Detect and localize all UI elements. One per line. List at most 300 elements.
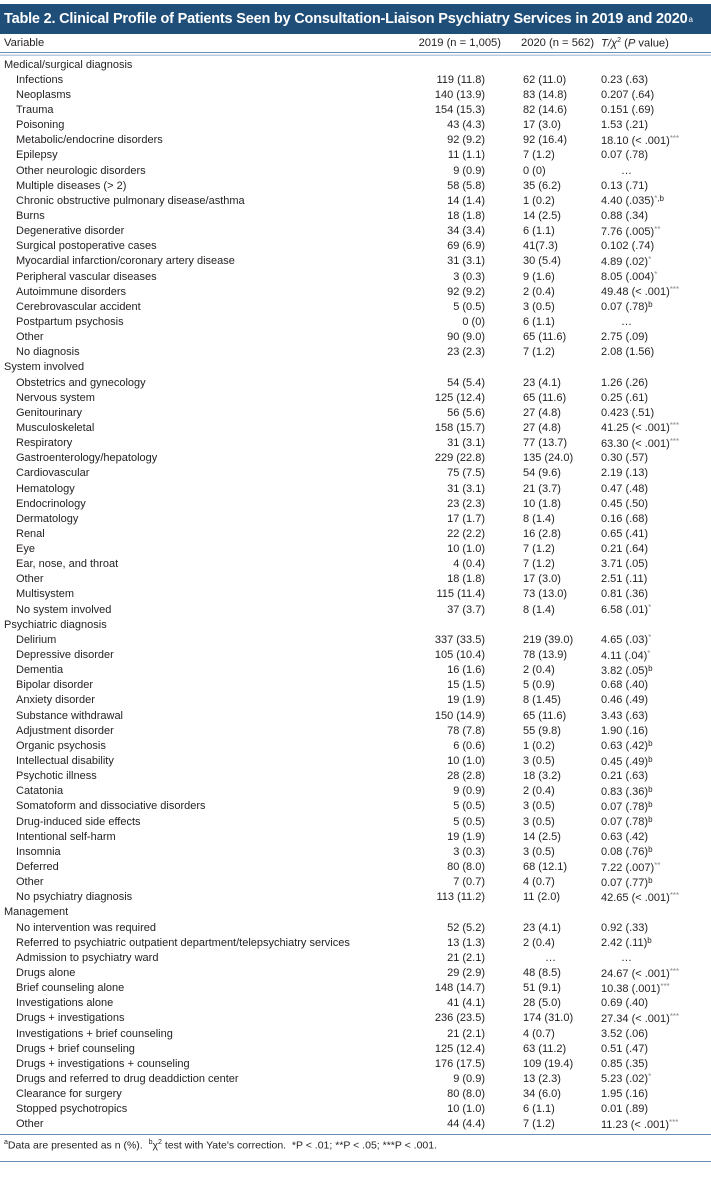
value-2019: 18 (1.8) <box>447 573 485 586</box>
value-2019: 3 (0.3) <box>453 270 485 283</box>
value-2020: 4 (0.7) <box>523 876 555 889</box>
value-2019: 119 (11.8) <box>436 73 485 86</box>
row-label: Dementia <box>16 664 64 677</box>
table-row <box>0 118 711 133</box>
table-row <box>0 269 711 284</box>
value-2019: 15 (1.5) <box>447 679 485 692</box>
significance-mark: ** <box>654 860 661 870</box>
table-row <box>0 1041 711 1056</box>
table-row <box>0 784 711 799</box>
significance-mark: b <box>647 936 652 946</box>
table-row <box>0 239 711 254</box>
statistic-value: 24.67 (< .001) <box>601 967 670 980</box>
table-row <box>0 920 711 935</box>
row-label: Investigations alone <box>16 997 114 1010</box>
value-2020: 8 (1.45) <box>523 694 561 707</box>
table-row <box>0 981 711 996</box>
statistic-value: 7.22 (.007) <box>601 861 655 874</box>
value-2020: 6 (1.1) <box>523 315 555 328</box>
statistic-value: 18.10 (< .001) <box>601 134 670 147</box>
row-label: Admission to psychiatry ward <box>16 951 159 964</box>
value-2020: … <box>545 951 556 964</box>
row-label: No psychiatry diagnosis <box>16 891 133 904</box>
table-body <box>0 57 711 1132</box>
significance-mark: b <box>648 663 653 673</box>
value-2019: 16 (1.6) <box>447 664 485 677</box>
value-2019: 158 (15.7) <box>434 421 485 434</box>
row-label: Catatonia <box>16 785 64 798</box>
value-2019: 125 (12.4) <box>434 391 485 404</box>
value-2019: 56 (5.6) <box>447 406 485 419</box>
statistic-cell <box>593 346 711 358</box>
section-row <box>0 360 711 375</box>
statistic-cell <box>593 407 711 419</box>
statistic-value: 1.90 (.16) <box>601 724 649 737</box>
table-row <box>0 769 711 784</box>
value-2020: 7 (1.2) <box>523 346 555 359</box>
value-2019: 5 (0.5) <box>453 300 485 313</box>
value-2020: 3 (0.5) <box>523 845 555 858</box>
value-2020: 48 (8.5) <box>523 967 561 979</box>
statistic-cell <box>593 89 711 101</box>
row-label: Postpartum psychosis <box>16 315 124 328</box>
statistic-value: 0.21 (.63) <box>601 770 649 783</box>
value-2020: 2 (0.4) <box>523 785 555 798</box>
statistic-cell <box>593 815 711 828</box>
value-2020: 7 (1.2) <box>523 543 555 556</box>
value-2020: 65 (11.6) <box>523 709 567 722</box>
header-stat-prefix: T/χ <box>601 37 618 50</box>
table-row <box>0 965 711 980</box>
statistic-cell <box>593 331 711 343</box>
statistic-value: 0.63 (.42) <box>601 740 649 753</box>
value-2020: 27 (4.8) <box>523 421 561 434</box>
row-label: Eye <box>16 543 35 556</box>
value-2019: 150 (14.9) <box>434 709 485 722</box>
statistic-cell <box>593 225 711 238</box>
table-row <box>0 330 711 345</box>
value-2019: 154 (15.3) <box>434 103 485 116</box>
statistic-value: 0.07 (.78) <box>601 816 649 829</box>
value-2020: 54 (9.6) <box>523 467 561 480</box>
significance-mark: b <box>648 845 653 855</box>
row-label: Adjustment disorder <box>16 724 114 737</box>
statistic-cell <box>593 452 711 464</box>
value-2020: 23 (4.1) <box>523 376 561 389</box>
statistic-cell <box>593 649 711 662</box>
statistic-value: 3.71 (.05) <box>601 558 649 571</box>
statistic-cell <box>593 967 711 980</box>
row-label: Metabolic/endocrine disorders <box>16 134 163 147</box>
statistic-cell <box>593 210 711 222</box>
section-label: Psychiatric diagnosis <box>4 618 107 631</box>
value-2020: 2 (0.4) <box>523 936 555 949</box>
statistic-cell <box>593 710 711 722</box>
footnote-a-mark: a <box>4 1138 8 1146</box>
value-2019: 44 (4.4) <box>447 1118 485 1131</box>
statistic-cell <box>593 1118 711 1131</box>
statistic-value: 0.13 (.71) <box>601 179 649 192</box>
statistic-value: 0.88 (.34) <box>601 209 649 222</box>
table-footnote <box>0 1135 711 1157</box>
statistic-value: 1.53 (.21) <box>601 119 649 132</box>
table-row <box>0 890 711 905</box>
table-row <box>0 72 711 87</box>
statistic-value: … <box>621 315 632 328</box>
table-row <box>0 208 711 223</box>
row-label: Investigations + brief counseling <box>16 1027 173 1040</box>
footnote-b-text: test with Yate's correction. <box>161 1139 287 1152</box>
table-row <box>0 314 711 329</box>
row-label: Deferred <box>16 861 59 874</box>
value-2019: 43 (4.3) <box>447 119 485 132</box>
row-label: Insomnia <box>16 845 61 858</box>
table-row <box>0 390 711 405</box>
statistic-value: 4.40 (.035) <box>601 195 655 208</box>
row-label: Autoimmune disorders <box>16 285 127 298</box>
value-2019: 23 (2.3) <box>447 346 485 359</box>
statistic-cell <box>593 1072 711 1085</box>
table-row <box>0 420 711 435</box>
value-2020: 14 (2.5) <box>523 830 561 843</box>
statistic-cell <box>593 573 711 585</box>
statistic-value: 10.38 (.001) <box>601 982 661 995</box>
statistic-value: 42.65 (< .001) <box>601 891 670 904</box>
statistic-value: 6.58 (.01) <box>601 604 649 617</box>
header-2020: 2020 (n = 562) <box>521 37 595 49</box>
row-label: Delirium <box>16 633 57 646</box>
statistic-cell <box>593 316 711 328</box>
value-2019: 6 (0.6) <box>453 739 485 752</box>
footnote-sig3: ***P < .001. <box>382 1139 438 1152</box>
statistic-value: 0.207 (.64) <box>601 88 655 101</box>
table-row <box>0 996 711 1011</box>
statistic-cell <box>593 467 711 479</box>
statistic-cell <box>593 588 711 600</box>
table-row <box>0 844 711 859</box>
value-2020: 34 (6.0) <box>523 1088 561 1101</box>
statistic-cell <box>593 891 711 904</box>
row-label: Ear, nose, and throat <box>16 558 119 571</box>
statistic-cell <box>593 876 711 889</box>
value-2020: 219 (39.0) <box>523 633 574 646</box>
statistic-cell <box>593 194 711 207</box>
table-row <box>0 753 711 768</box>
row-label: Drug-induced side effects <box>16 815 141 828</box>
value-2019: 9 (0.9) <box>453 785 485 798</box>
value-2020: 78 (13.9) <box>523 649 568 662</box>
table-row <box>0 148 711 163</box>
row-label: Somatoform and dissociative disorders <box>16 800 206 813</box>
statistic-value: 2.19 (.13) <box>601 467 649 480</box>
value-2019: 13 (1.3) <box>447 936 485 949</box>
statistic-cell <box>593 377 711 389</box>
value-2019: 80 (8.0) <box>447 1088 485 1101</box>
value-2019: 54 (5.4) <box>447 376 485 389</box>
table-row <box>0 678 711 693</box>
row-label: Drugs + investigations + counseling <box>16 1057 190 1070</box>
value-2020: 7 (1.2) <box>523 149 555 162</box>
section-row <box>0 617 711 632</box>
table-row <box>0 829 711 844</box>
statistic-value: 0.63 (.42) <box>601 830 649 843</box>
value-2020: 73 (13.0) <box>523 588 568 601</box>
value-2020: 174 (31.0) <box>523 1012 574 1025</box>
value-2020: 8 (1.4) <box>523 512 555 525</box>
row-label: No diagnosis <box>16 346 80 359</box>
value-2020: 77 (13.7) <box>523 437 568 450</box>
statistic-cell <box>593 421 711 434</box>
table-row <box>0 1011 711 1026</box>
table-row <box>0 375 711 390</box>
value-2020: 2 (0.4) <box>523 285 555 298</box>
statistic-cell <box>593 725 711 737</box>
row-label: Dermatology <box>16 512 79 525</box>
significance-mark: *** <box>669 890 680 900</box>
table-row <box>0 178 711 193</box>
table-row <box>0 587 711 602</box>
value-2019: 113 (11.2) <box>436 891 485 904</box>
row-label: Organic psychosis <box>16 739 106 752</box>
significance-mark: *** <box>669 436 680 446</box>
value-2020: 17 (3.0) <box>523 573 561 586</box>
section-row <box>0 57 711 72</box>
value-2019: 10 (1.0) <box>447 755 485 768</box>
value-2019: 229 (22.8) <box>434 452 485 465</box>
value-2020: 21 (3.7) <box>523 482 561 495</box>
table-row <box>0 1102 711 1117</box>
value-2019: 176 (17.5) <box>434 1057 485 1070</box>
significance-mark: *** <box>668 1117 679 1127</box>
statistic-cell <box>593 1012 711 1025</box>
table-row <box>0 572 711 587</box>
value-2019: 34 (3.4) <box>447 225 485 238</box>
section-label: Medical/surgical diagnosis <box>4 58 133 71</box>
table-row <box>0 511 711 526</box>
statistic-cell <box>593 1103 711 1115</box>
value-2020: 3 (0.5) <box>523 755 555 768</box>
significance-mark: b <box>648 754 653 764</box>
significance-mark: b <box>648 300 653 310</box>
value-2019: 11 (1.1) <box>447 149 485 162</box>
row-label: Drugs and referred to drug deaddiction center <box>16 1072 239 1085</box>
statistic-value: 0.68 (.40) <box>601 679 649 692</box>
statistic-cell <box>593 285 711 298</box>
statistic-value: 49.48 (< .001) <box>601 286 670 299</box>
statistic-value: 0.85 (.35) <box>601 1057 649 1070</box>
footnote-sig1: *P < .01; <box>291 1139 336 1152</box>
row-label: Renal <box>16 527 45 540</box>
table-row <box>0 345 711 360</box>
statistic-value: 0.92 (.33) <box>601 921 649 934</box>
statistic-cell <box>593 558 711 570</box>
significance-mark: b <box>648 784 653 794</box>
statistic-cell <box>593 165 711 177</box>
row-label: Nervous system <box>16 391 95 404</box>
table-row <box>0 526 711 541</box>
statistic-value: 2.42 (.11) <box>601 937 648 950</box>
value-2020: 5 (0.9) <box>523 679 555 692</box>
table-row <box>0 875 711 890</box>
row-label: Infections <box>16 73 64 86</box>
row-label: Other <box>16 876 44 889</box>
row-label: Endocrinology <box>16 497 86 510</box>
row-label: Anxiety disorder <box>16 694 95 707</box>
statistic-value: 0.102 (.74) <box>601 240 655 253</box>
value-2019: 29 (2.9) <box>447 967 485 979</box>
value-2019: 21 (2.1) <box>447 951 485 964</box>
table-row <box>0 935 711 950</box>
value-2020: 7 (1.2) <box>523 558 555 571</box>
statistic-cell <box>593 1028 711 1040</box>
value-2019: 21 (2.1) <box>447 1027 485 1040</box>
header-2019: 2019 (n = 1,005) <box>418 37 501 49</box>
statistic-value: 0.08 (.76) <box>601 846 649 859</box>
statistic-cell <box>593 134 711 147</box>
row-label: Drugs + investigations <box>16 1012 125 1025</box>
value-2019: 10 (1.0) <box>447 543 485 556</box>
value-2019: 19 (1.9) <box>447 694 485 707</box>
table-row <box>0 738 711 753</box>
value-2020: 27 (4.8) <box>523 406 561 419</box>
value-2019: 90 (9.0) <box>447 331 485 344</box>
value-2020: 3 (0.5) <box>523 300 555 313</box>
statistic-value: 1.95 (.16) <box>601 1088 649 1101</box>
statistic-value: 2.51 (.11) <box>601 573 648 586</box>
table-row <box>0 663 711 678</box>
value-2019: 236 (23.5) <box>434 1012 485 1025</box>
value-2020: 109 (19.4) <box>523 1057 574 1070</box>
row-label: Intellectual disability <box>16 755 114 768</box>
value-2019: 5 (0.5) <box>453 815 485 828</box>
statistic-value: … <box>621 164 632 177</box>
value-2020: 6 (1.1) <box>523 1103 555 1116</box>
statistic-value: 1.26 (.26) <box>601 376 649 389</box>
table-row <box>0 799 711 814</box>
row-label: Multisystem <box>16 588 75 601</box>
table-row <box>0 1087 711 1102</box>
value-2020: 63 (11.2) <box>523 1042 567 1055</box>
significance-mark: *** <box>669 421 680 431</box>
statistic-value: 0.30 (.57) <box>601 452 649 465</box>
table-row <box>0 254 711 269</box>
table-row <box>0 436 711 451</box>
value-2019: 37 (3.7) <box>447 603 485 616</box>
title-footnote-mark: a <box>688 14 693 24</box>
statistic-value: 0.07 (.78) <box>601 301 649 314</box>
table-title-text: Table 2. Clinical Profile of Patients Seen by Consultation-Liaison Psychiatry Services in 2019 and 2020 <box>4 11 688 27</box>
value-2019: 31 (3.1) <box>447 437 485 450</box>
value-2019: 9 (0.9) <box>453 164 485 177</box>
statistic-value: 0.25 (.61) <box>601 391 649 404</box>
value-2020: 30 (5.4) <box>523 255 561 268</box>
value-2019: 337 (33.5) <box>434 633 485 646</box>
statistic-value: 0.423 (.51) <box>601 406 655 419</box>
value-2019: 7 (0.7) <box>453 876 485 889</box>
section-row <box>0 905 711 920</box>
statistic-value: 0.81 (.36) <box>601 588 649 601</box>
statistic-cell <box>593 255 711 268</box>
header-variable: Variable <box>4 37 45 49</box>
statistic-value: 0.46 (.49) <box>601 694 649 707</box>
value-2019: 10 (1.0) <box>447 1103 485 1116</box>
significance-mark: * <box>648 633 652 643</box>
significance-mark: * <box>648 254 652 264</box>
table-row <box>0 814 711 829</box>
row-label: Respiratory <box>16 437 73 450</box>
statistic-value: 0.01 (.89) <box>601 1103 649 1116</box>
row-label: Drugs + brief counseling <box>16 1042 135 1055</box>
table-row <box>0 632 711 647</box>
statistic-value: 63.30 (< .001) <box>601 437 670 450</box>
statistic-cell <box>593 770 711 782</box>
statistic-cell <box>593 694 711 706</box>
significance-mark: *** <box>669 1011 680 1021</box>
statistic-cell <box>593 498 711 510</box>
statistic-value: 11.23 (< .001) <box>601 1118 669 1131</box>
value-2019: 3 (0.3) <box>453 845 485 858</box>
statistic-value: 0.07 (.78) <box>601 149 649 162</box>
table-row <box>0 1026 711 1041</box>
value-2019: 115 (11.4) <box>436 588 485 601</box>
table-row <box>0 708 711 723</box>
significance-mark: * <box>654 270 658 280</box>
table-row <box>0 950 711 965</box>
row-label: No intervention was required <box>16 921 157 934</box>
value-2019: 23 (2.3) <box>447 497 485 510</box>
value-2020: 7 (1.2) <box>523 1118 555 1131</box>
table-title <box>0 4 711 34</box>
value-2020: 2 (0.4) <box>523 664 555 677</box>
header-stat-suffix: (P value) <box>620 37 669 50</box>
value-2020: 13 (2.3) <box>523 1072 561 1085</box>
statistic-cell <box>593 1088 711 1100</box>
statistic-cell <box>593 936 711 949</box>
statistic-cell <box>593 922 711 934</box>
row-label: Neoplasms <box>16 88 72 101</box>
value-2020: 4 (0.7) <box>523 1027 555 1040</box>
row-label: Intentional self-harm <box>16 830 116 843</box>
row-label: Degenerative disorder <box>16 225 125 238</box>
statistic-cell <box>593 543 711 555</box>
table-row <box>0 647 711 662</box>
statistic-value: 0.151 (.69) <box>601 103 655 116</box>
statistic-cell <box>593 861 711 874</box>
footnote-sig2: **P < .05; <box>335 1139 383 1152</box>
value-2020: 18 (3.2) <box>523 770 561 783</box>
value-2020: 51 (9.1) <box>523 982 561 995</box>
value-2020: 1 (0.2) <box>523 739 555 752</box>
statistic-value: 0.07 (.77) <box>601 876 649 889</box>
value-2020: 16 (2.8) <box>523 527 561 540</box>
statistic-cell <box>593 483 711 495</box>
statistic-value: 4.89 (.02) <box>601 255 649 268</box>
table-row <box>0 723 711 738</box>
table-row <box>0 224 711 239</box>
value-2020: 1 (0.2) <box>523 194 555 207</box>
statistic-cell <box>593 800 711 813</box>
value-2020: 83 (14.8) <box>523 88 568 101</box>
table-row <box>0 102 711 117</box>
value-2019: 78 (7.8) <box>447 724 485 737</box>
row-label: Drugs alone <box>16 967 76 979</box>
row-label: Epilepsy <box>16 149 58 162</box>
value-2019: 31 (3.1) <box>447 482 485 495</box>
significance-mark: ** <box>654 224 661 234</box>
value-2019: 92 (9.2) <box>447 134 485 147</box>
statistic-value: 0.45 (.50) <box>601 497 649 510</box>
table-row <box>0 542 711 557</box>
